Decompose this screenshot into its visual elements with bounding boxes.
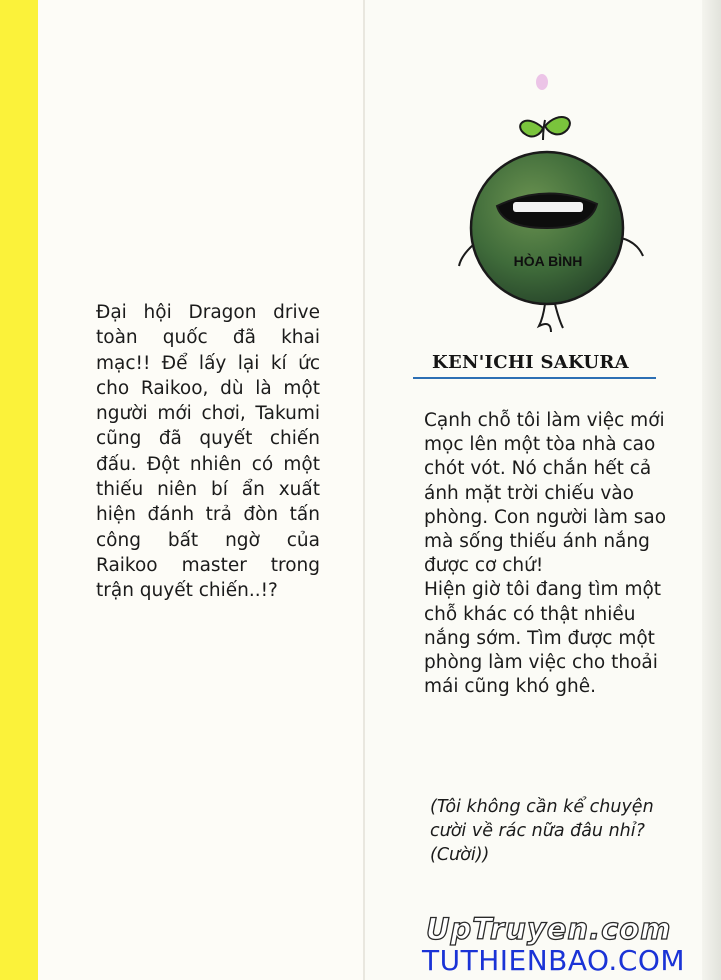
author-note-aside: (Tôi không cần kể chuyện cười về rác nữa đâu nhỉ? (Cười)) [430, 797, 654, 866]
author-underline [413, 377, 656, 379]
author-name: KEN'ICHI SAKURA [432, 352, 629, 373]
yellow-strip [0, 0, 38, 980]
page-edge-shadow [702, 0, 721, 980]
sprout-leaf-right [545, 117, 570, 134]
story-summary: Đại hội Dragon drive toàn quốc đã khai mạc!! Để lấy lại kí ức cho Raikoo, dù là một người mới chơi, Takumi cũng đã quyết chiến đấu. Đột nhiên có một thiếu niên bí ẩn xuất hiện đánh trả đòn tấn công bất ngờ của Raikoo master trong trận quyết chiến..!? [96, 302, 320, 602]
sprout-leaf-left [520, 121, 543, 137]
mascot-leg-right [555, 304, 563, 328]
mascot-arm-right [621, 238, 643, 256]
flower-bud [536, 74, 548, 90]
watermark-tuthienbao: TUTHIENBAO.COM [422, 944, 686, 977]
mascot-illustration [455, 70, 655, 340]
mascot-label [514, 252, 583, 269]
mascot-leg-left [539, 304, 551, 332]
author-note: Cạnh chỗ tôi làm việc mới mọc lên một tòa nhà cao chót vót. Nó chắn hết cả ánh mặt trời chiếu vào phòng. Con người làm sao mà sống thiếu ánh nắng được cơ chứ! Hiện giờ tôi đang tìm một chỗ khác có thật nhiều nắng sớm. Tìm được một phòng làm việc cho thoải mái cũng khó ghê. [424, 410, 667, 698]
sprout-stem [543, 120, 545, 140]
watermark-uptruyen: UpTruyen.com [426, 912, 672, 946]
svg-text:HÒA BÌNH: HÒA BÌNH [513, 253, 583, 269]
mascot-teeth [513, 202, 583, 212]
mascot-arm-left [459, 245, 473, 266]
